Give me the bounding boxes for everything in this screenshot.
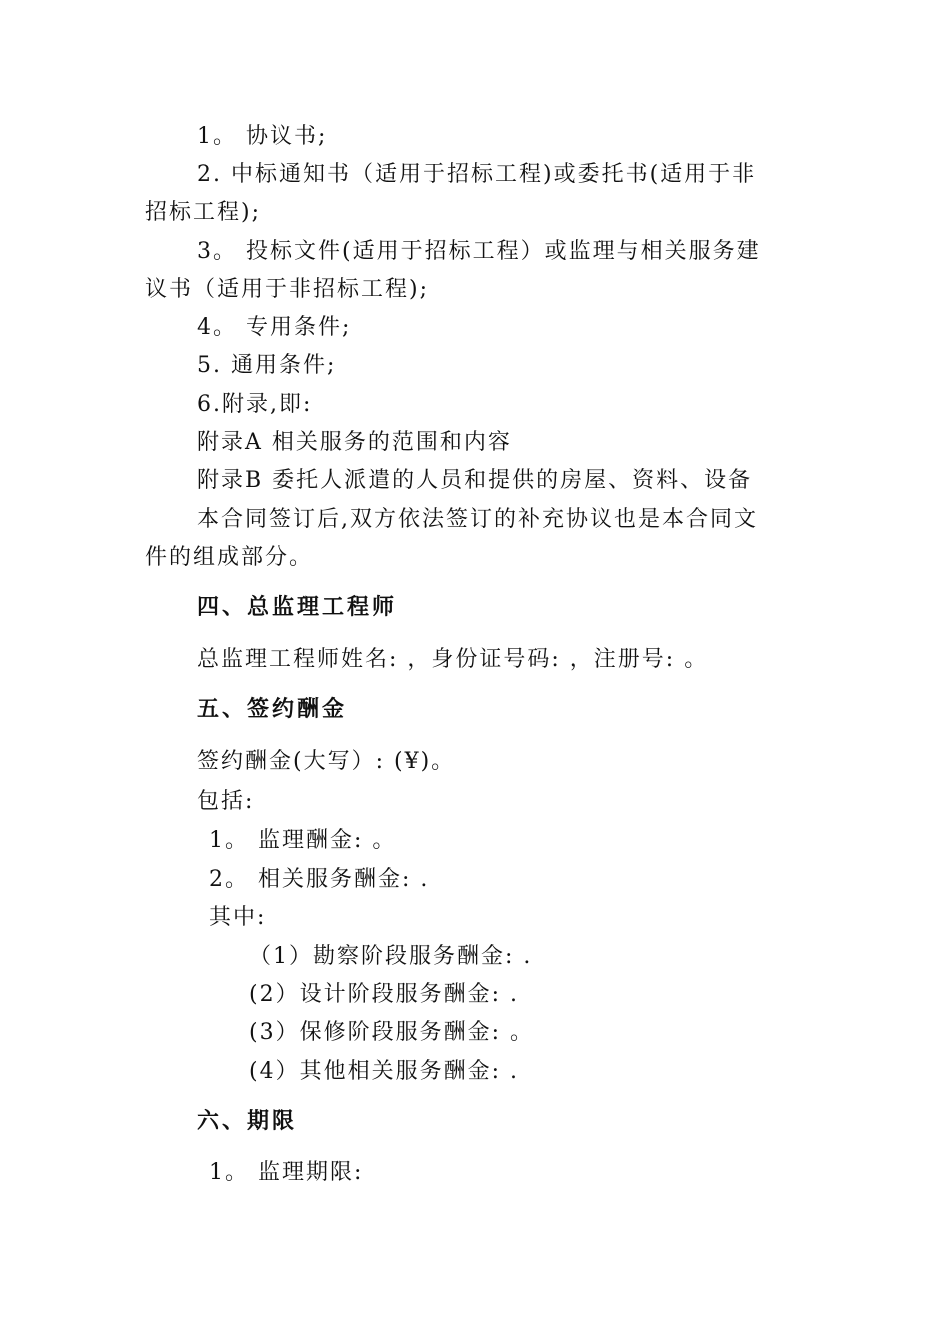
section-4-heading: 四、总监理工程师 <box>197 595 398 620</box>
doc-list-item-4: 4。 专用条件; <box>197 315 352 340</box>
doc-list-item-5: 5. 通用条件; <box>197 353 337 378</box>
fee-item-1: 1。 监理酬金: 。 <box>209 828 397 853</box>
doc-list-item-3-cont: 议书（适用于非招标工程); <box>145 277 429 302</box>
fee-amount-line: 签约酬金(大写）: (¥)。 <box>197 749 456 774</box>
doc-list-item-6: 6.附录,即: <box>197 392 313 417</box>
appendix-a: 附录A 相关服务的范围和内容 <box>197 430 512 455</box>
chief-engineer-line: 总监理工程师姓名: ，身份证号码: ，注册号: 。 <box>197 647 709 672</box>
section-5-heading: 五、签约酬金 <box>197 697 348 722</box>
doc-list-item-2: 2. 中标通知书（适用于招标工程)或委托书(适用于非 <box>197 162 757 187</box>
section-6-heading: 六、期限 <box>197 1109 298 1134</box>
doc-list-item-1: 1。 协议书; <box>197 124 328 149</box>
fee-subitem-4: (4）其他相关服务酬金: . <box>249 1059 519 1084</box>
fee-subitem-2: (2）设计阶段服务酬金: . <box>249 982 519 1007</box>
fee-item-2: 2。 相关服务酬金: . <box>209 867 430 892</box>
fee-subitem-3: (3）保修阶段服务酬金: 。 <box>249 1020 534 1045</box>
appendix-b: 附录B 委托人派遣的人员和提供的房屋、资料、设备 <box>197 468 753 493</box>
fee-among-label: 其中: <box>209 905 267 930</box>
fee-includes-label: 包括: <box>197 789 255 814</box>
supplement-paragraph: 本合同签订后,双方依法签订的补充协议也是本合同文 <box>197 507 758 532</box>
fee-subitem-1: （1）勘察阶段服务酬金: . <box>249 944 533 969</box>
doc-list-item-2-cont: 招标工程); <box>145 200 261 225</box>
term-item-1: 1。 监理期限: <box>209 1160 364 1185</box>
supplement-paragraph-cont: 件的组成部分。 <box>145 545 314 570</box>
doc-list-item-3: 3。 投标文件(适用于招标工程）或监理与相关服务建 <box>197 239 761 264</box>
